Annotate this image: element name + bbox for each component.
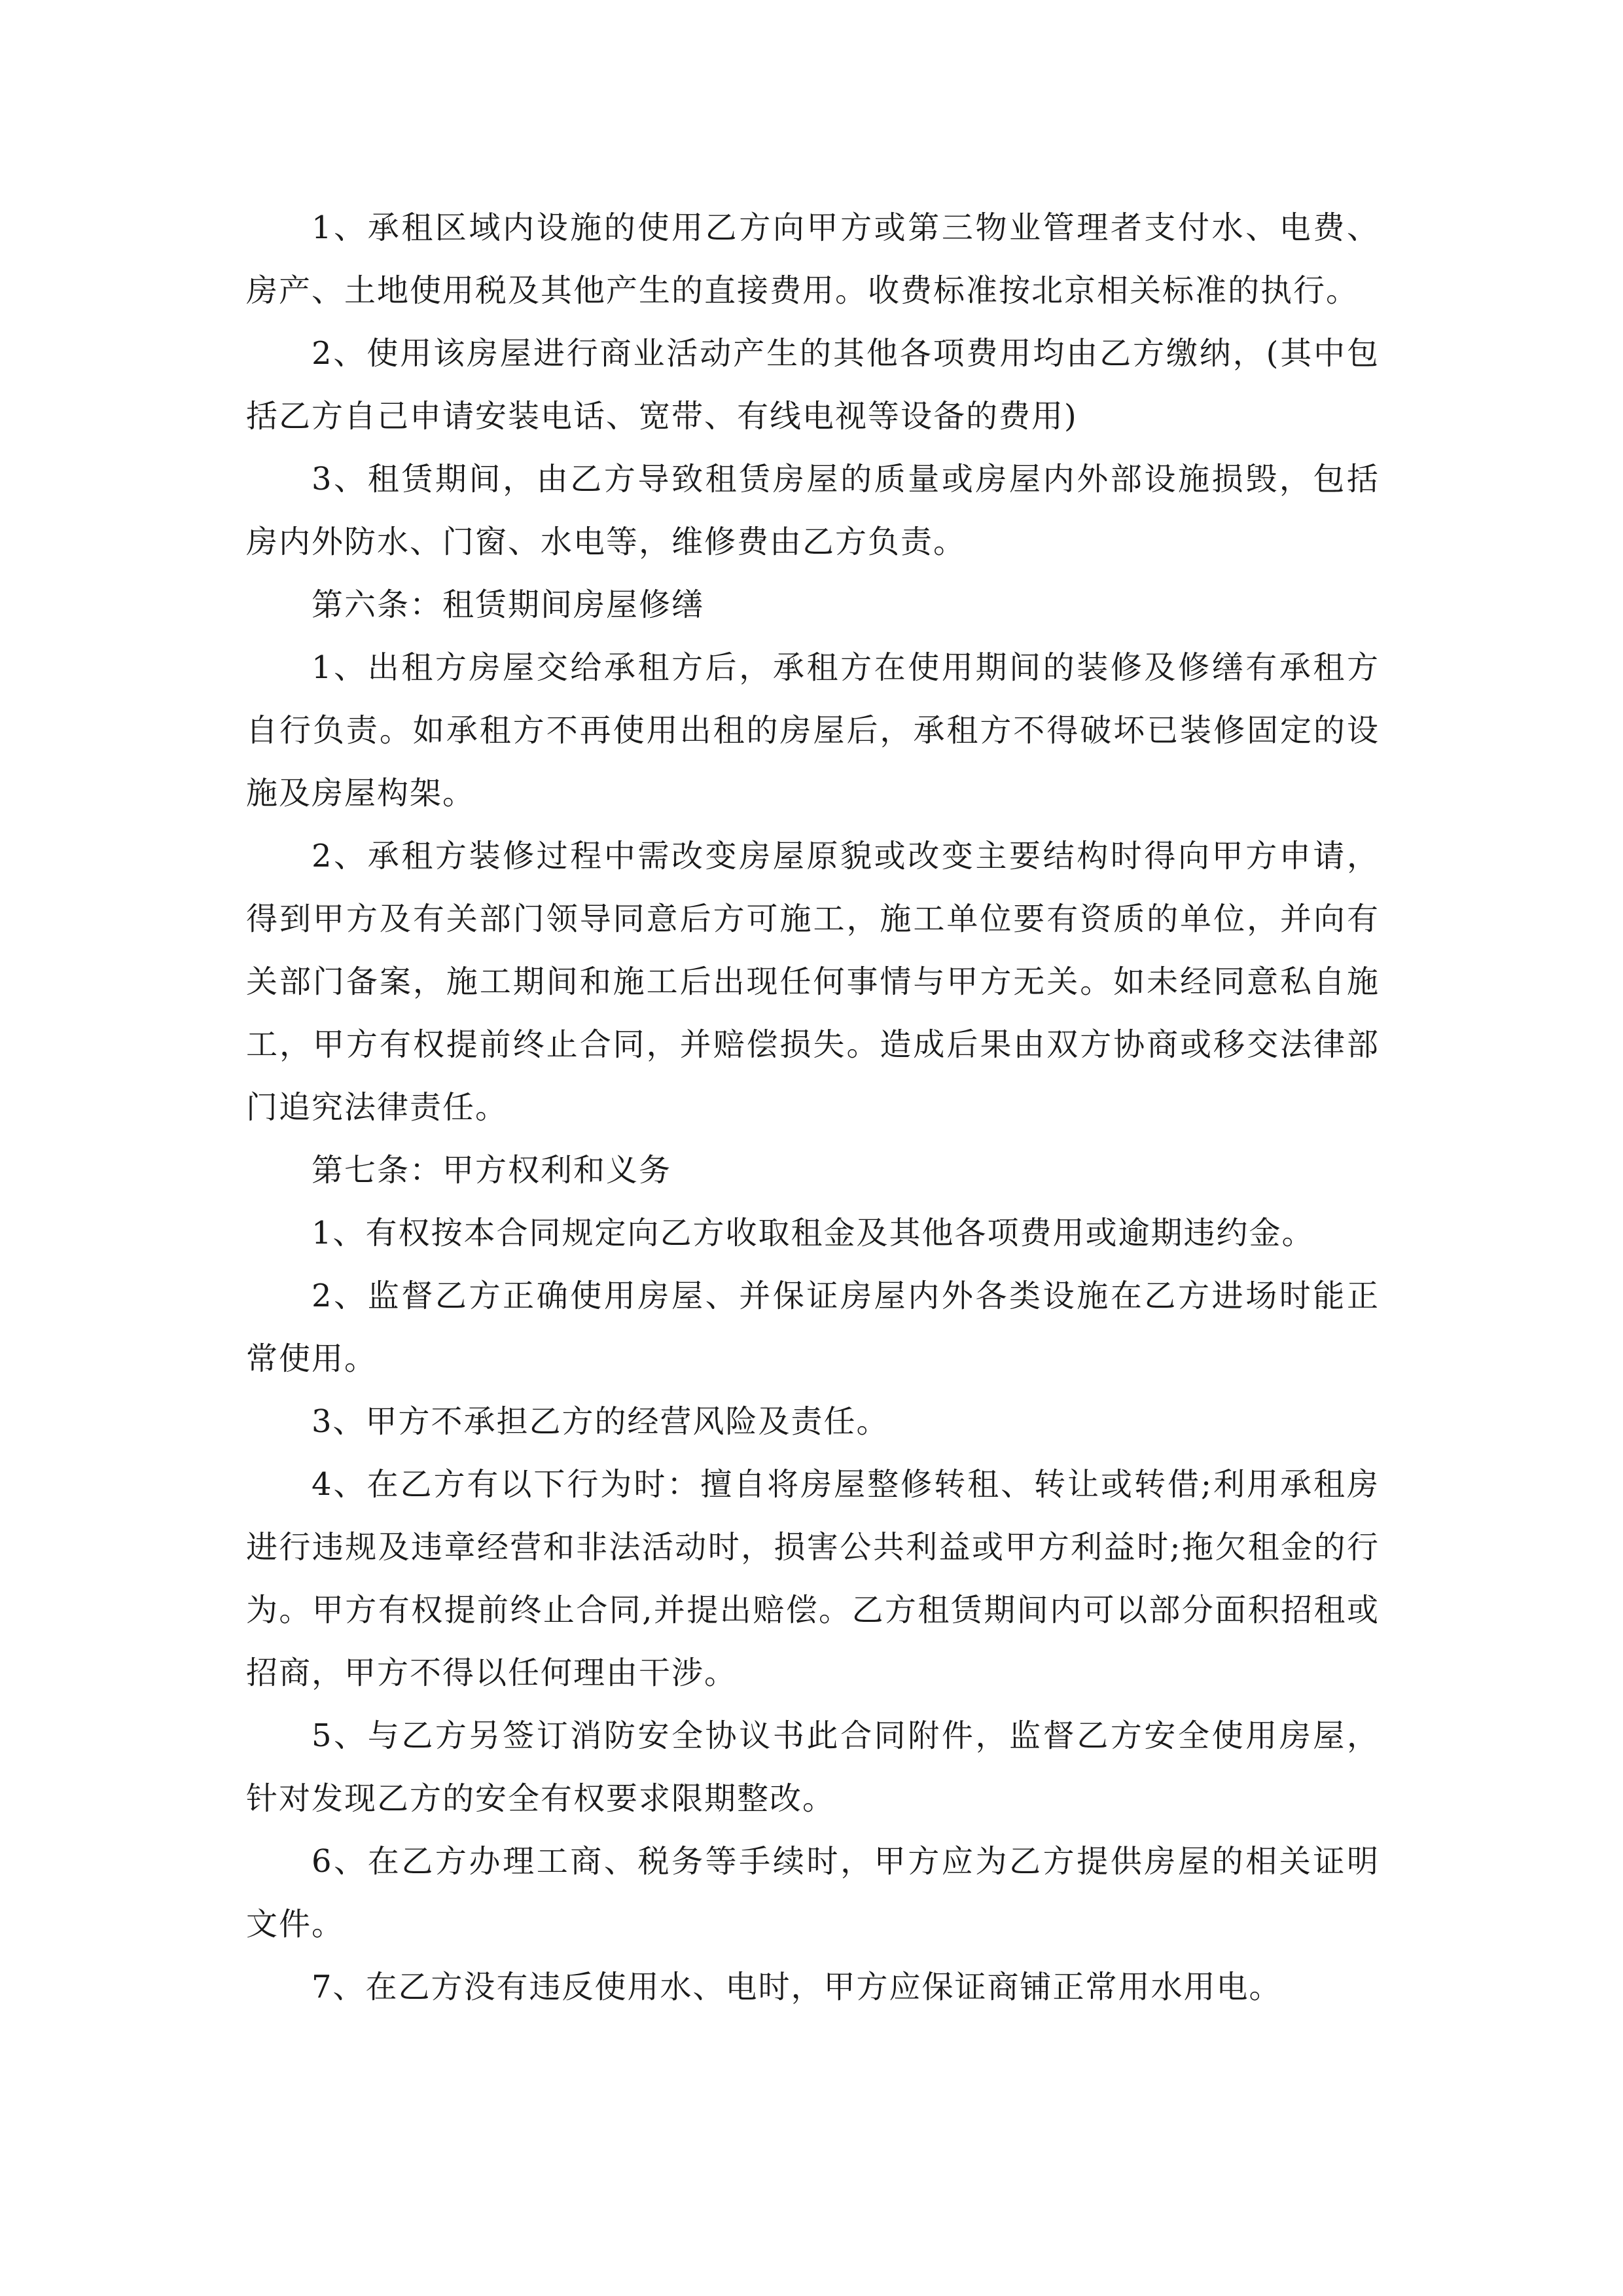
clause-7-item-2: 2、监督乙方正确使用房屋、并保证房屋内外各类设施在乙方进场时能正常使用。 <box>246 1278 1380 1377</box>
article-7-heading: 第七条：甲方权利和义务 <box>312 1152 672 1189</box>
document-body <box>246 196 1380 2018</box>
clause-7-item-1: 1、有权按本合同规定向乙方收取租金及其他各项费用或逾期违约金。 <box>312 1215 1315 1251</box>
article-6-heading: 第六条：租赁期间房屋修缮 <box>312 586 705 623</box>
clause-5-item-3: 3、租赁期间，由乙方导致租赁房屋的质量或房屋内外部设施损毁，包括房内外防水、门窗、水电等，维修费由乙方负责。 <box>246 461 1380 560</box>
clause-7-item-3: 3、甲方不承担乙方的经营风险及责任。 <box>312 1403 889 1440</box>
clause-6-item-1: 1、出租方房屋交给承租方后，承租方在使用期间的装修及修缮有承租方自行负责。如承租方不再使用出租的房屋后，承租方不得破坏已装修固定的设施及房屋构架。 <box>246 649 1380 812</box>
clause-7-item-7: 7、在乙方没有违反使用水、电时，甲方应保证商铺正常用水用电。 <box>312 1969 1282 2005</box>
clause-7-item-6: 6、在乙方办理工商、税务等手续时，甲方应为乙方提供房屋的相关证明文件。 <box>246 1843 1380 1943</box>
clause-7-item-5: 5、与乙方另签订消防安全协议书此合同附件，监督乙方安全使用房屋，针对发现乙方的安全有权要求限期整改。 <box>246 1717 1380 1817</box>
clause-5-item-1: 1、承租区域内设施的使用乙方向甲方或第三物业管理者支付水、电费、房产、土地使用税及其他产生的直接费用。收费标准按北京相关标准的执行。 <box>246 209 1380 309</box>
clause-5-item-2: 2、使用该房屋进行商业活动产生的其他各项费用均由乙方缴纳，(其中包括乙方自己申请安装电话、宽带、有线电视等设备的费用) <box>246 335 1380 435</box>
clause-6-item-2: 2、承租方装修过程中需改变房屋原貌或改变主要结构时得向甲方申请，得到甲方及有关部门领导同意后方可施工，施工单位要有资质的单位，并向有关部门备案，施工期间和施工后出现任何事情与甲方无关。如未经同意私自施工，甲方有权提前终止合同，并赔偿损失。造成后果由双方协商或移交法律部门追究法律责任。 <box>246 838 1380 1126</box>
clause-7-item-4: 4、在乙方有以下行为时：擅自将房屋整修转租、转让或转借;利用承租房进行违规及违章经营和非法活动时，损害公共利益或甲方利益时;拖欠租金的行为。甲方有权提前终止合同,并提出赔偿。乙方租赁期间内可以部分面积招租或招商，甲方不得以任何理由干涉。 <box>246 1466 1380 1691</box>
